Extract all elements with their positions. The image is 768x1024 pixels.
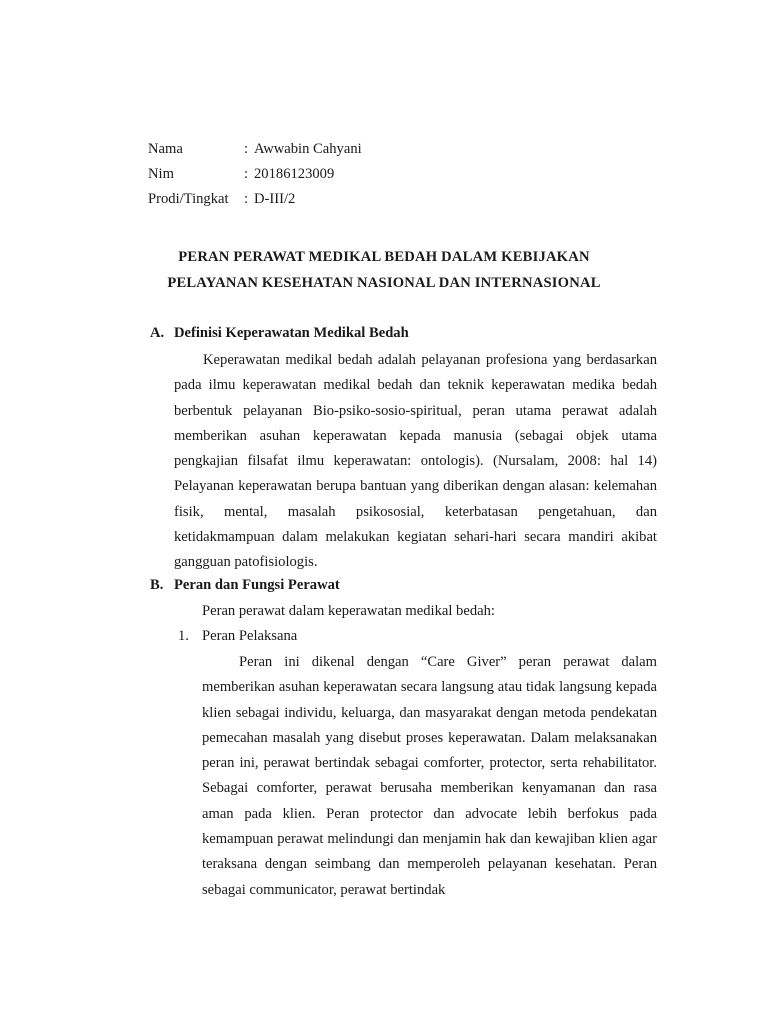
name-value: Awwabin Cahyani (254, 141, 362, 157)
nim-separator: : (244, 166, 249, 182)
item-1-title: Peran Pelaksana (202, 628, 298, 644)
prodi-separator: : (244, 191, 249, 207)
name-separator: : (244, 141, 249, 157)
section-a-heading (150, 325, 409, 342)
item-1-marker: 1. (178, 628, 189, 644)
section-b-marker: B. (150, 577, 164, 593)
section-b-intro: Peran perawat dalam keperawatan medikal bedah: (202, 603, 495, 619)
section-b-heading (150, 577, 340, 594)
prodi-row (148, 187, 362, 212)
name-row (148, 137, 362, 162)
nim-value: 20186123009 (254, 166, 335, 182)
name-label: Nama (148, 141, 183, 157)
section-a-body: Keperawatan medikal bedah adalah pelayanan profesiona yang berdasarkan pada ilmu keperawatan medikal bedah dan teknik keperawatan medika bedah berbentuk pelayanan Bio-psiko-sosio-spiritual, peran utama perawat adalah memberikan asuhan keperawatan kepada manusia (sebagai objek utama pengkajian filsafat ilmu keperawatan: ontologis). (Nursalam, 2008: hal 14) Pelayanan keperawatan berupa bantuan yang diberikan dengan alasan: kelemahan fisik, mental, masalah psikososial, keterbatasan pengetahuan, dan ketidakmampuan dalam melakukan kegiatan sehari-hari secara mandiri akibat gangguan patofisiologis. (174, 352, 657, 571)
document-title-line-1: PERAN PERAWAT MEDIKAL BEDAH DALAM KEBIJAKAN (178, 249, 590, 265)
section-a-title: Definisi Keperawatan Medikal Bedah (174, 325, 409, 341)
nim-label: Nim (148, 166, 174, 182)
section-a-marker: A. (150, 325, 165, 341)
student-info (148, 137, 362, 212)
prodi-value: D-III/2 (254, 191, 296, 207)
prodi-label: Prodi/Tingkat (148, 191, 229, 207)
item-1-paragraph (202, 650, 657, 903)
nim-row (148, 162, 362, 187)
item-1-body: Peran ini dikenal dengan “Care Giver” peran perawat dalam memberikan asuhan keperawatan secara langsung atau tidak langsung kepada klien sebagai individu, keluarga, dan masyarakat dengan metoda pendekatan pemecahan masalah yang disebut proses keperawatan. Dalam melaksanakan peran ini, perawat bertindak sebagai comforter, protector, serta rehabilitator. Sebagai comforter, perawat berusaha memberikan kenyamanan dan rasa aman pada klien. Peran protector dan advocate lebih berfokus pada kemampuan perawat melindungi dan menjamin hak dan kewajiban klien agar teraksana dengan seimbang dan memperoleh pelayanan kesehatan. Peran sebagai communicator, perawat bertindak (202, 654, 657, 898)
section-b-title: Peran dan Fungsi Perawat (174, 577, 340, 593)
section-a-paragraph (174, 348, 657, 576)
document-title-line-2: PELAYANAN KESEHATAN NASIONAL DAN INTERNASIONAL (167, 275, 601, 291)
item-1-heading (178, 628, 297, 645)
